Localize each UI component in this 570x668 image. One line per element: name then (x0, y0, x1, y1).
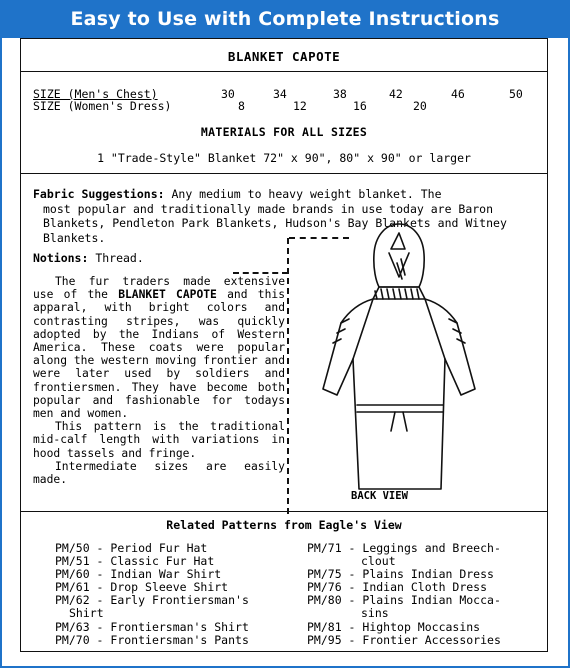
related-divider (21, 511, 547, 512)
back-view-caption: BACK VIEW (351, 490, 408, 502)
fabric-rest: most popular and traditionally made brands in use today are Baron Blankets, Pendleton Park Blankets, Hudson's Bay Blankets and Witney Blankets. (43, 201, 507, 245)
title-divider (21, 71, 547, 72)
related-pattern-item: PM/80 - Plains Indian Mocca- (307, 593, 501, 608)
womens-size-value: 16 (353, 99, 367, 113)
mens-size-value: 50 (509, 87, 523, 101)
pattern-paragraph: This pattern is the traditional mid-calf length with variations in hood tassels and fringe. (33, 420, 285, 460)
related-pattern-item: PM/50 - Period Fur Hat (55, 541, 208, 555)
related-pattern-item: PM/63 - Frontiersman's Shirt (55, 619, 249, 634)
related-heading: Related Patterns from Eagle's View (166, 518, 402, 532)
related-pattern-item: PM/51 - Classic Fur Hat (55, 554, 215, 569)
mens-size-label: SIZE (Men's Chest) (33, 87, 158, 101)
blanket-capote-emphasis: BLANKET CAPOTE (118, 288, 217, 302)
sash (357, 405, 443, 412)
mens-size-value: 42 (389, 87, 403, 101)
related-pattern-item: PM/61 - Drop Sleeve Shirt (55, 580, 229, 595)
notions (33, 251, 144, 265)
fabric-lead: Fabric Suggestions: (33, 187, 165, 201)
related-pattern-item: PM/70 - Frontiersman's Pants (55, 632, 249, 647)
banner-title: Easy to Use with Complete Instructions (0, 0, 570, 38)
sizes-paragraph: Intermediate sizes are easily made. (33, 459, 285, 487)
related-pattern-item: PM/75 - Plains Indian Dress (307, 567, 494, 582)
related-pattern-item: PM/62 - Early Frontiersman's (55, 593, 249, 608)
related-list-left (55, 542, 249, 647)
womens-size-value: 12 (293, 99, 307, 113)
womens-size-value: 20 (413, 99, 427, 113)
mens-size-value: 30 (221, 87, 235, 101)
sash-ends (391, 412, 407, 431)
related-pattern-item: PM/71 - Leggings and Breech- (307, 541, 501, 555)
history-text (33, 275, 285, 486)
collar-fringe (375, 289, 419, 299)
left-sleeve (323, 299, 373, 395)
womens-size-label: SIZE (Women's Dress) (33, 99, 172, 113)
pattern-title: BLANKET CAPOTE (227, 49, 341, 64)
left-sleeve-fringe (333, 319, 349, 343)
materials-text: 1 "Trade-Style" Blanket 72" x 90", 80" x 90" or larger (97, 151, 471, 165)
right-sleeve-fringe (449, 319, 465, 343)
notions-text: Thread. (88, 251, 144, 265)
related-pattern-item: PM/81 - Hightop Moccasins (307, 619, 481, 634)
related-pattern-item-continued: clout (361, 554, 396, 569)
dashed-border-small (233, 272, 288, 274)
related-pattern-item: PM/95 - Frontier Accessories (307, 632, 501, 647)
womens-size-value: 8 (238, 99, 245, 113)
notions-lead: Notions: (33, 251, 89, 265)
related-pattern-item-continued: sins (361, 606, 389, 621)
materials-divider (21, 173, 547, 174)
hood-tassel (391, 233, 405, 249)
right-sleeve (425, 299, 475, 395)
related-pattern-item: PM/60 - Indian War Shirt (55, 567, 222, 582)
materials-heading: MATERIALS FOR ALL SIZES (200, 125, 368, 139)
coat-body (353, 359, 445, 489)
mens-size-value: 46 (451, 87, 465, 101)
pattern-card (20, 38, 548, 652)
womens-size-row (33, 99, 543, 113)
related-list-right (307, 542, 501, 647)
related-pattern-item: PM/76 - Indian Cloth Dress (307, 580, 488, 595)
fabric-first-line: Any medium to heavy weight blanket. The (164, 187, 442, 201)
mens-size-value: 34 (273, 87, 287, 101)
capote-back-view-illustration (319, 219, 479, 499)
mens-size-value: 38 (333, 87, 347, 101)
related-pattern-item-continued: Shirt (69, 606, 104, 621)
dashed-border-left (287, 238, 289, 514)
history-paragraph: The fur traders made extensive use of the BLANKET CAPOTE and this apparal, with bright colors and contrasting stripes, was quickly adopted by the Indians of Western America. These coats were popular along the western moving frontier and were later used by soldiers and frontiersmen. They have become both popular and fashionable for todays men and women. (33, 275, 285, 421)
